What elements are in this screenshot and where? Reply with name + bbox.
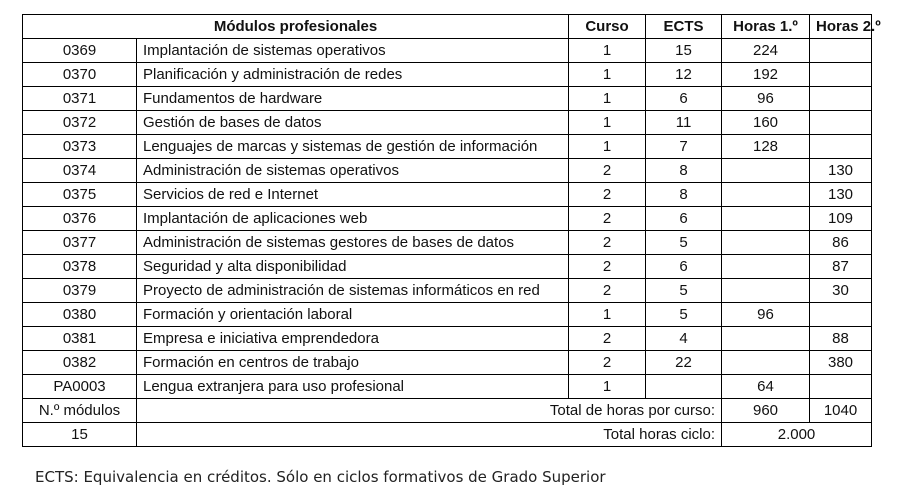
module-code: 0378 [23,255,137,279]
table-row [23,63,872,87]
module-horas2 [810,87,872,111]
module-horas2 [810,111,872,135]
module-ects: 8 [646,159,722,183]
module-curso: 2 [569,207,646,231]
module-code: 0377 [23,231,137,255]
table-row [23,255,872,279]
module-ects: 6 [646,207,722,231]
module-ects: 4 [646,327,722,351]
module-horas2: 88 [810,327,872,351]
modules-body [23,39,872,399]
table-row [23,135,872,159]
module-curso: 1 [569,303,646,327]
module-ects: 15 [646,39,722,63]
total-horas-ciclo: 2.000 [722,423,872,447]
header-curso: Curso [569,15,646,39]
module-horas1 [722,159,810,183]
table-row [23,207,872,231]
table-row [23,327,872,351]
module-horas2 [810,63,872,87]
table-row [23,87,872,111]
module-name: Planificación y administración de redes [137,63,569,87]
module-horas2: 109 [810,207,872,231]
module-code: 0376 [23,207,137,231]
module-horas2: 86 [810,231,872,255]
table-row [23,303,872,327]
module-horas2: 87 [810,255,872,279]
module-curso: 2 [569,327,646,351]
module-curso: 1 [569,375,646,399]
module-horas2: 130 [810,159,872,183]
module-horas1 [722,231,810,255]
module-name: Formación en centros de trabajo [137,351,569,375]
module-horas1: 128 [722,135,810,159]
table-row [23,183,872,207]
module-code: PA0003 [23,375,137,399]
module-horas1 [722,207,810,231]
module-name: Administración de sistemas gestores de bases de datos [137,231,569,255]
module-name: Seguridad y alta disponibilidad [137,255,569,279]
total-horas1: 960 [722,399,810,423]
header-ects: ECTS [646,15,722,39]
module-name: Implantación de sistemas operativos [137,39,569,63]
module-horas1: 64 [722,375,810,399]
module-horas1: 192 [722,63,810,87]
total-horas-ciclo-label: Total horas ciclo: [137,423,722,447]
total-horas2: 1040 [810,399,872,423]
modules-table [22,14,881,447]
module-ects: 22 [646,351,722,375]
module-curso: 1 [569,111,646,135]
module-code: 0371 [23,87,137,111]
total-horas-curso-label: Total de horas por curso: [137,399,722,423]
module-code: 0369 [23,39,137,63]
module-curso: 2 [569,231,646,255]
module-horas1: 96 [722,303,810,327]
table-row [23,231,872,255]
module-horas2 [810,135,872,159]
module-code: 0382 [23,351,137,375]
module-ects: 8 [646,183,722,207]
header-row [23,15,872,39]
module-horas1: 224 [722,39,810,63]
module-horas2: 130 [810,183,872,207]
module-curso: 2 [569,159,646,183]
header-modulos: Módulos profesionales [23,15,569,39]
module-ects: 6 [646,255,722,279]
module-name: Servicios de red e Internet [137,183,569,207]
module-horas2: 380 [810,351,872,375]
table-row [23,159,872,183]
module-name: Administración de sistemas operativos [137,159,569,183]
module-name: Empresa e iniciativa emprendedora [137,327,569,351]
module-code: 0380 [23,303,137,327]
module-name: Proyecto de administración de sistemas informáticos en red [137,279,569,303]
header-horas1: Horas 1.º [722,15,810,39]
module-code: 0379 [23,279,137,303]
ects-footnote: ECTS: Equivalencia en créditos. Sólo en ciclos formativos de Grado Superior [35,468,606,486]
module-ects [646,375,722,399]
module-curso: 2 [569,183,646,207]
module-horas2: 30 [810,279,872,303]
table-row [23,375,872,399]
module-horas1 [722,183,810,207]
module-code: 0372 [23,111,137,135]
module-ects: 6 [646,87,722,111]
module-horas2 [810,39,872,63]
totals-row-ciclo [23,423,872,447]
table-row [23,351,872,375]
module-horas1 [722,255,810,279]
totals-row-curso [23,399,872,423]
module-ects: 11 [646,111,722,135]
module-horas2 [810,375,872,399]
modulos-count: 15 [23,423,137,447]
module-curso: 1 [569,63,646,87]
module-curso: 1 [569,39,646,63]
module-code: 0373 [23,135,137,159]
header-horas2: Horas 2.º [810,15,872,39]
module-name: Implantación de aplicaciones web [137,207,569,231]
module-curso: 2 [569,351,646,375]
module-ects: 5 [646,279,722,303]
module-horas1 [722,351,810,375]
module-code: 0375 [23,183,137,207]
module-code: 0374 [23,159,137,183]
module-curso: 2 [569,255,646,279]
table-row [23,39,872,63]
module-name: Lengua extranjera para uso profesional [137,375,569,399]
module-name: Lenguajes de marcas y sistemas de gestión de información [137,135,569,159]
module-ects: 5 [646,303,722,327]
module-horas1: 160 [722,111,810,135]
table-row [23,279,872,303]
module-name: Formación y orientación laboral [137,303,569,327]
table-row [23,111,872,135]
module-name: Fundamentos de hardware [137,87,569,111]
module-curso: 2 [569,279,646,303]
module-ects: 5 [646,231,722,255]
module-horas1: 96 [722,87,810,111]
module-curso: 1 [569,87,646,111]
modulos-count-label: N.º módulos [23,399,137,423]
module-code: 0370 [23,63,137,87]
module-ects: 7 [646,135,722,159]
module-horas1 [722,279,810,303]
module-code: 0381 [23,327,137,351]
module-curso: 1 [569,135,646,159]
module-name: Gestión de bases de datos [137,111,569,135]
module-ects: 12 [646,63,722,87]
module-horas2 [810,303,872,327]
module-horas1 [722,327,810,351]
